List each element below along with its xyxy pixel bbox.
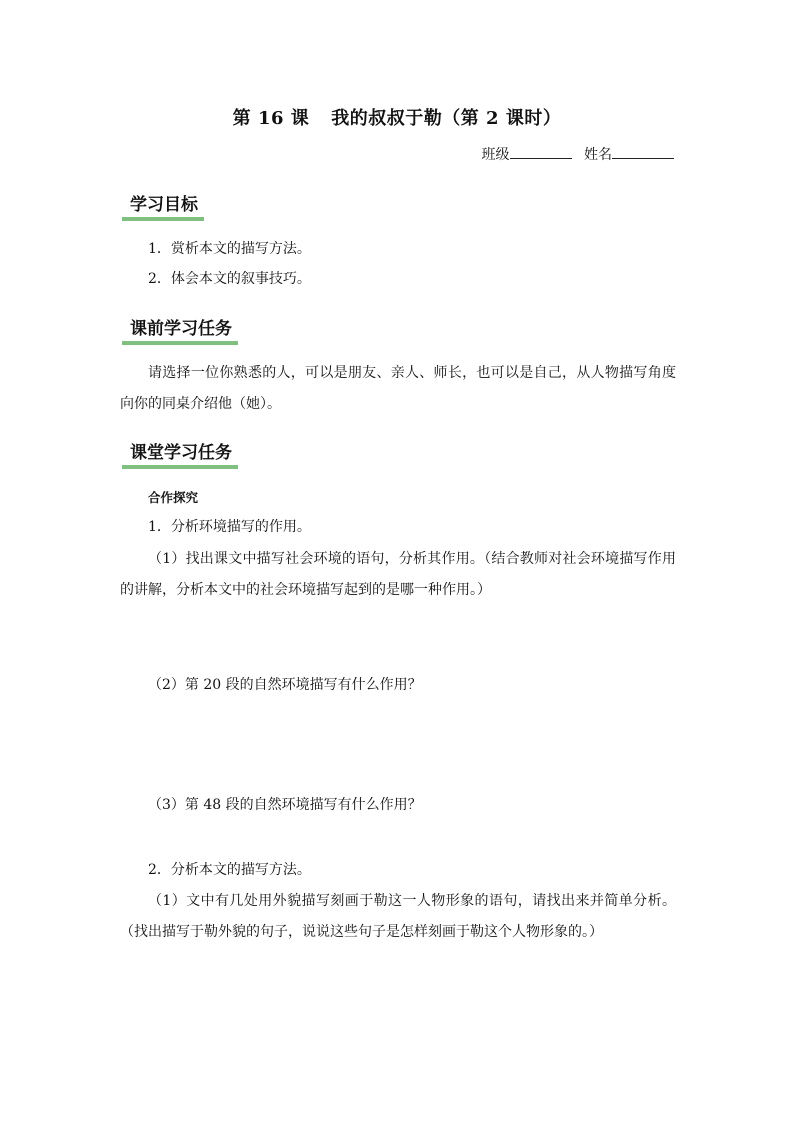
class-blank bbox=[510, 146, 572, 159]
question-1-3: （3）第 48 段的自然环境描写有什么作用？ bbox=[148, 797, 422, 813]
section-heading-goals: 学习目标 bbox=[122, 193, 204, 221]
question-2: 2．分析本文的描写方法。 bbox=[148, 862, 311, 878]
cooperative-inquiry-label: 合作探究 bbox=[148, 490, 199, 505]
class-name-line bbox=[482, 144, 674, 164]
class-label: 班级 bbox=[481, 147, 510, 163]
question-2-1: （1）文中有几处用外貌描写刻画于勒这一人物形象的语句，请找出来并简单分析。（找出描写于勒外貌的句子，说说这些句子是怎样刻画于勒这个人物形象的。） bbox=[120, 893, 676, 940]
page-title bbox=[0, 104, 794, 130]
goal-item-1: 1．赏析本文的描写方法。 bbox=[148, 241, 311, 257]
section-heading-pre-class: 课前学习任务 bbox=[122, 317, 238, 345]
name-blank bbox=[612, 146, 674, 159]
lesson-number: 第 16 课 bbox=[232, 108, 310, 129]
question-1-1: （1）找出课文中描写社会环境的语句，分析其作用。（结合教师对社会环境描写作用的讲解，分析本文中的社会环境描写起到的是哪一种作用。） bbox=[120, 551, 676, 598]
pre-class-task-text: 请选择一位你熟悉的人，可以是朋友、亲人、师长，也可以是自己，从人物描写角度向你的同桌介绍他（她）。 bbox=[120, 365, 676, 412]
section-heading-in-class: 课堂学习任务 bbox=[122, 441, 238, 469]
question-1: 1．分析环境描写的作用。 bbox=[148, 519, 311, 535]
goal-item-2: 2．体会本文的叙事技巧。 bbox=[148, 271, 311, 287]
question-1-2: （2）第 20 段的自然环境描写有什么作用？ bbox=[148, 677, 422, 693]
lesson-title: 我的叔叔于勒（第 2 课时） bbox=[331, 108, 562, 129]
name-label: 姓名 bbox=[584, 147, 612, 163]
